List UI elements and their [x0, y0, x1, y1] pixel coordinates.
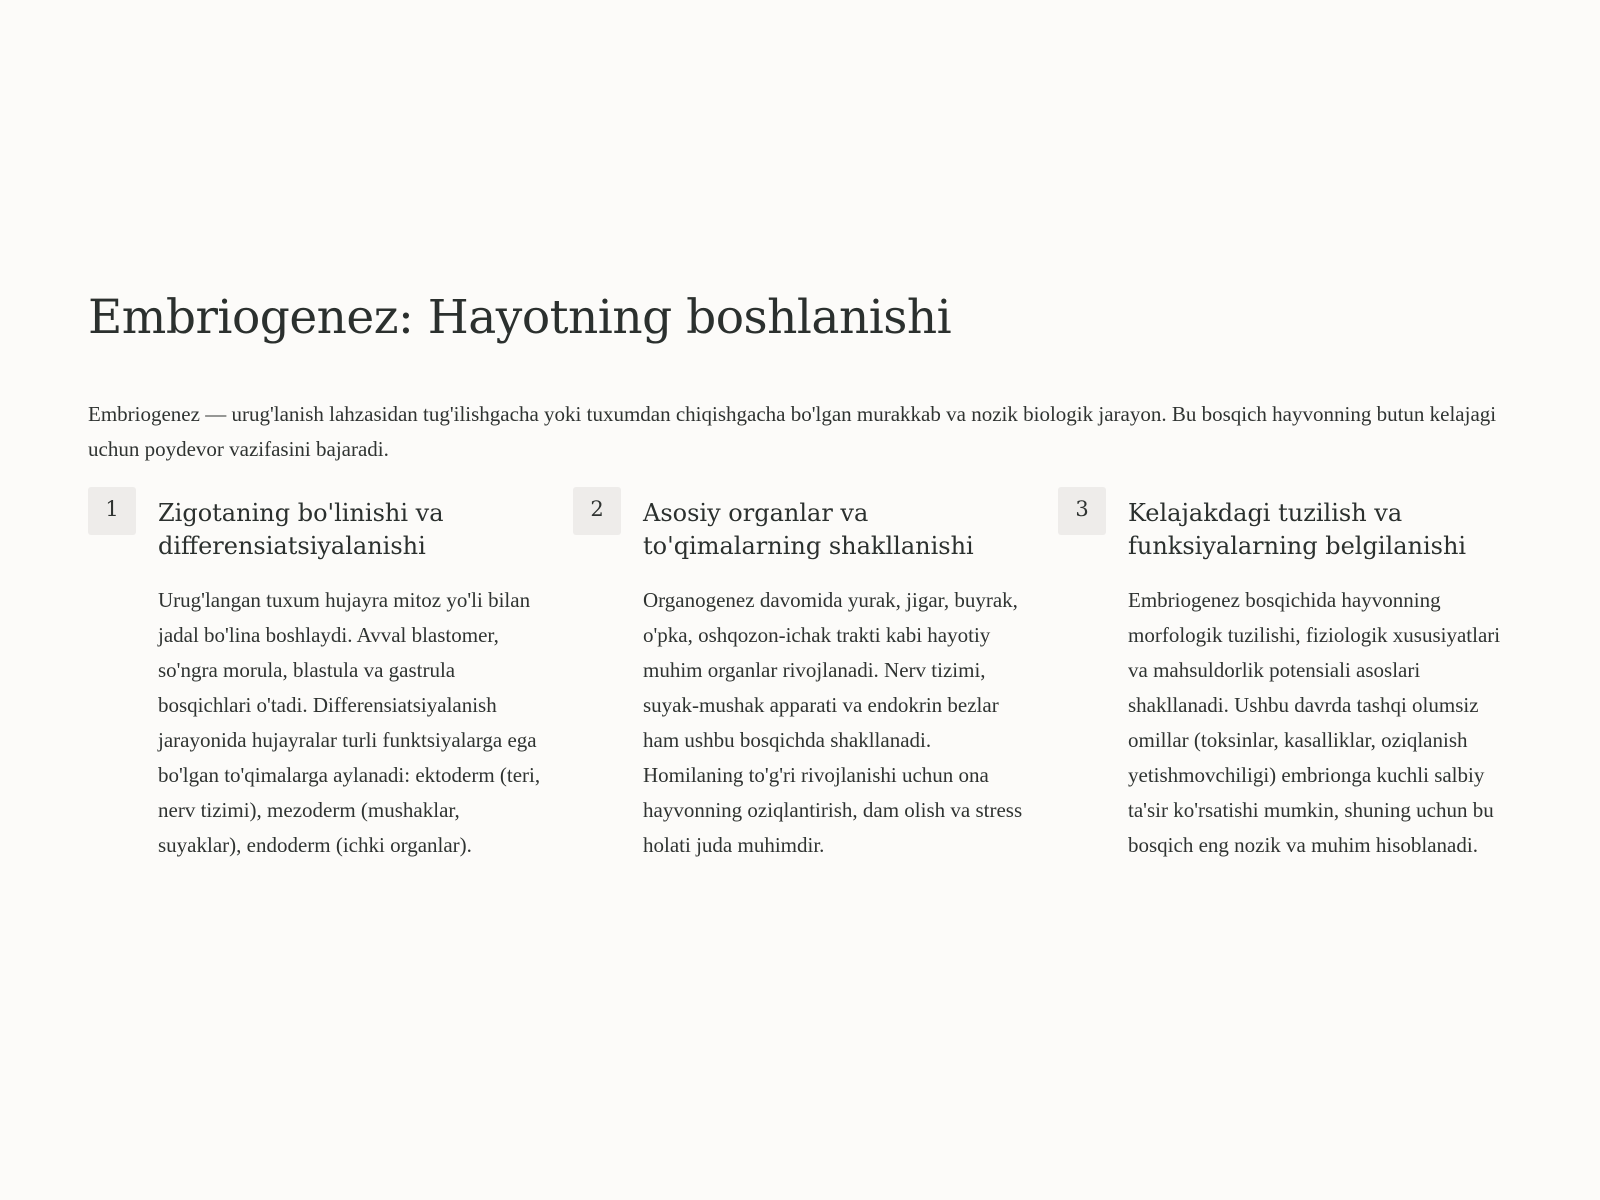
slide-content — [88, 285, 1512, 863]
step-item — [573, 487, 1058, 863]
step-body — [1128, 487, 1508, 863]
step-number-badge: 1 — [88, 487, 136, 535]
step-body — [158, 487, 543, 863]
step-item — [88, 487, 573, 863]
step-title: Zigotaning bo'linishi va differensiatsiyalanishi — [158, 499, 444, 560]
step-title: Asosiy organlar va to'qimalarning shakllanishi — [643, 499, 974, 560]
page-title: Embriogenez: Hayotning boshlanishi — [88, 290, 952, 345]
steps-list — [88, 487, 1512, 863]
step-title: Kelajakdagi tuzilish va funksiyalarning belgilanishi — [1128, 499, 1467, 560]
step-body — [643, 487, 1028, 863]
step-item — [1058, 487, 1508, 863]
step-text: Urug'langan tuxum hujayra mitoz yo'li bilan jadal bo'lina boshlaydi. Avval blastomer, so'ngra morula, blastula va gastrula bosqichlari o'tadi. Differensiatsiyalanish jarayonida hujayralar turli funktsiyalarga ega bo'lgan to'qimalarga aylanadi: ektoderm (teri, nerv tizimi), mezoderm (mushaklar, suyaklar), endoderm (ichki organlar). — [158, 588, 541, 857]
step-number-badge: 3 — [1058, 487, 1106, 535]
step-number-badge: 2 — [573, 487, 621, 535]
intro-paragraph: Embriogenez — urug'lanish lahzasidan tug'ilishgacha yoki tuxumdan chiqishgacha bo'lgan murakkab va nozik biologik jarayon. Bu bosqich hayvonning butun kelajagi uchun poydevor vazifasini bajaradi. — [88, 402, 1497, 461]
step-text: Organogenez davomida yurak, jigar, buyrak, o'pka, oshqozon-ichak trakti kabi hayotiy muhim organlar rivojlanadi. Nerv tizimi, suyak-mushak apparati va endokrin bezlar ham ushbu bosqichda shakllanadi. Homilaning to'g'ri rivojlanishi uchun ona hayvonning oziqlantirish, dam olish va stress holati juda muhimdir. — [643, 588, 1023, 857]
step-text: Embriogenez bosqichida hayvonning morfologik tuzilishi, fiziologik xususiyatlari va mahsuldorlik potensiali asoslari shakllanadi. Ushbu davrda tashqi olumsiz omillar (toksinlar, kasalliklar, oziqlanish yetishmovchiligi) embrionga kuchli salbiy ta'sir ko'rsatishi mumkin, shuning uchun bu bosqich eng nozik va muhim hisoblanadi. — [1128, 588, 1501, 857]
